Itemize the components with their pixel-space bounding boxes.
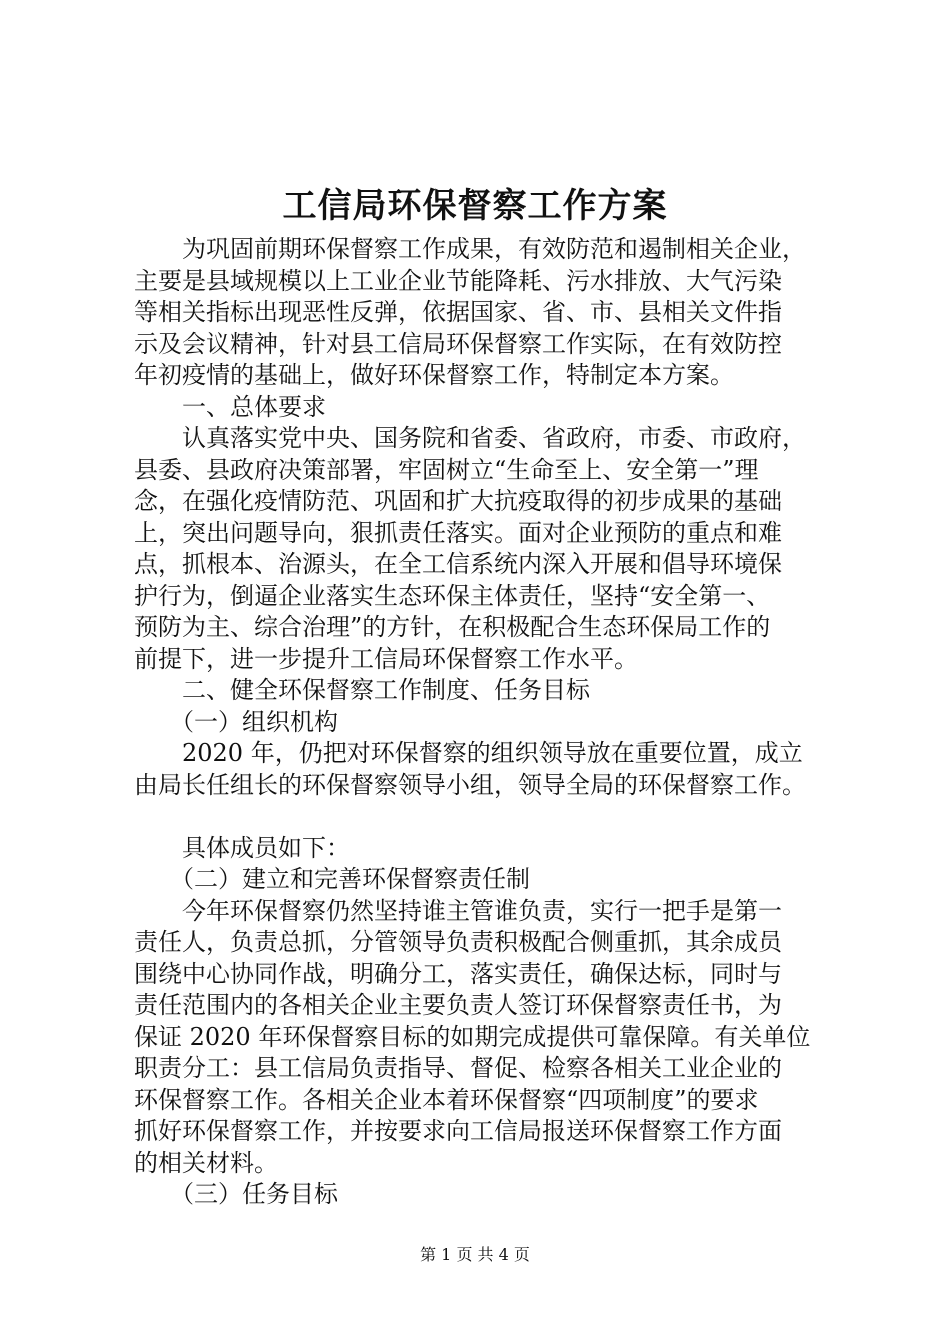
document-title: 工信局环保督察工作方案 — [282, 186, 668, 226]
paragraph-line: 示及会议精神，针对县工信局环保督察工作实际，在有效防控 — [134, 329, 782, 358]
subsection-heading: （一）组织机构 — [170, 707, 338, 736]
paragraph-line: 责任范围内的各相关企业主要负责人签订环保督察责任书，为 — [134, 991, 782, 1019]
paragraph-line: 为巩固前期环保督察工作成果，有效防范和遏制相关企业， — [182, 235, 806, 263]
paragraph-line: 年初疫情的基础上，做好环保督察工作，特制定本方案。 — [134, 361, 734, 389]
paragraph-line: 主要是县域规模以上工业企业节能降耗、污水排放、大气污染 — [134, 266, 782, 295]
subsection-heading: （三）任务目标 — [170, 1180, 338, 1208]
section-heading: 二、健全环保督察工作制度、任务目标 — [182, 676, 590, 704]
blank-line — [134, 801, 834, 833]
paragraph-line: 等相关指标出现恶性反弹，依据国家、省、市、县相关文件指 — [134, 298, 782, 326]
paragraph-line: 具体成员如下： — [182, 833, 350, 862]
paragraph-line: 保证 2020 年环保督察目标的如期完成提供可靠保障。有关单位 — [134, 1022, 811, 1051]
paragraph-line: 前提下，进一步提升工信局环保督察工作水平。 — [134, 644, 638, 673]
paragraph-line: 由局长任组长的环保督察领导小组，领导全局的环保督察工作。 — [134, 770, 806, 799]
paragraph-line: 2020 年，仍把对环保督察的组织领导放在重要位置，成立 — [182, 739, 803, 767]
subsection-heading: （二）建立和完善环保督察责任制 — [170, 865, 530, 893]
page-footer: 第 1 页 共 4 页 — [420, 1245, 530, 1264]
paragraph-line: 预防为主、综合治理”的方针，在积极配合生态环保局工作的 — [134, 613, 771, 641]
document-body — [134, 234, 834, 1211]
paragraph-line: 护行为，倒逼企业落实生态环保主体责任，坚持“安全第一、 — [134, 581, 771, 610]
paragraph-line: 责任人，负责总抓，分管领导负责积极配合侧重抓，其余成员 — [134, 928, 782, 956]
paragraph-line: 的相关材料。 — [134, 1148, 278, 1177]
paragraph-line: 认真落实党中央、国务院和省委、省政府，市委、市政府， — [182, 424, 806, 452]
paragraph-line: 今年环保督察仍然坚持谁主管谁负责，实行一把手是第一 — [182, 896, 782, 925]
paragraph-line: 职责分工：县工信局负责指导、督促、检察各相关工业企业的 — [134, 1054, 782, 1082]
paragraph-line: 环保督察工作。各相关企业本着环保督察“四项制度”的要求 — [134, 1085, 759, 1114]
paragraph-line: 念，在强化疫情防范、巩固和扩大抗疫取得的初步成果的基础 — [134, 487, 782, 515]
paragraph-line: 上，突出问题导向，狠抓责任落实。面对企业预防的重点和难 — [134, 518, 782, 547]
paragraph-line: 点，抓根本、治源头，在全工信系统内深入开展和倡导环境保 — [134, 550, 782, 578]
paragraph-line: 围绕中心协同作战，明确分工，落实责任，确保达标，同时与 — [134, 959, 782, 988]
paragraph-line: 县委、县政府决策部署，牢固树立“生命至上、安全第一”理 — [134, 455, 759, 484]
paragraph-line: 抓好环保督察工作，并按要求向工信局报送环保督察工作方面 — [134, 1117, 782, 1145]
section-heading: 一、总体要求 — [182, 392, 326, 421]
